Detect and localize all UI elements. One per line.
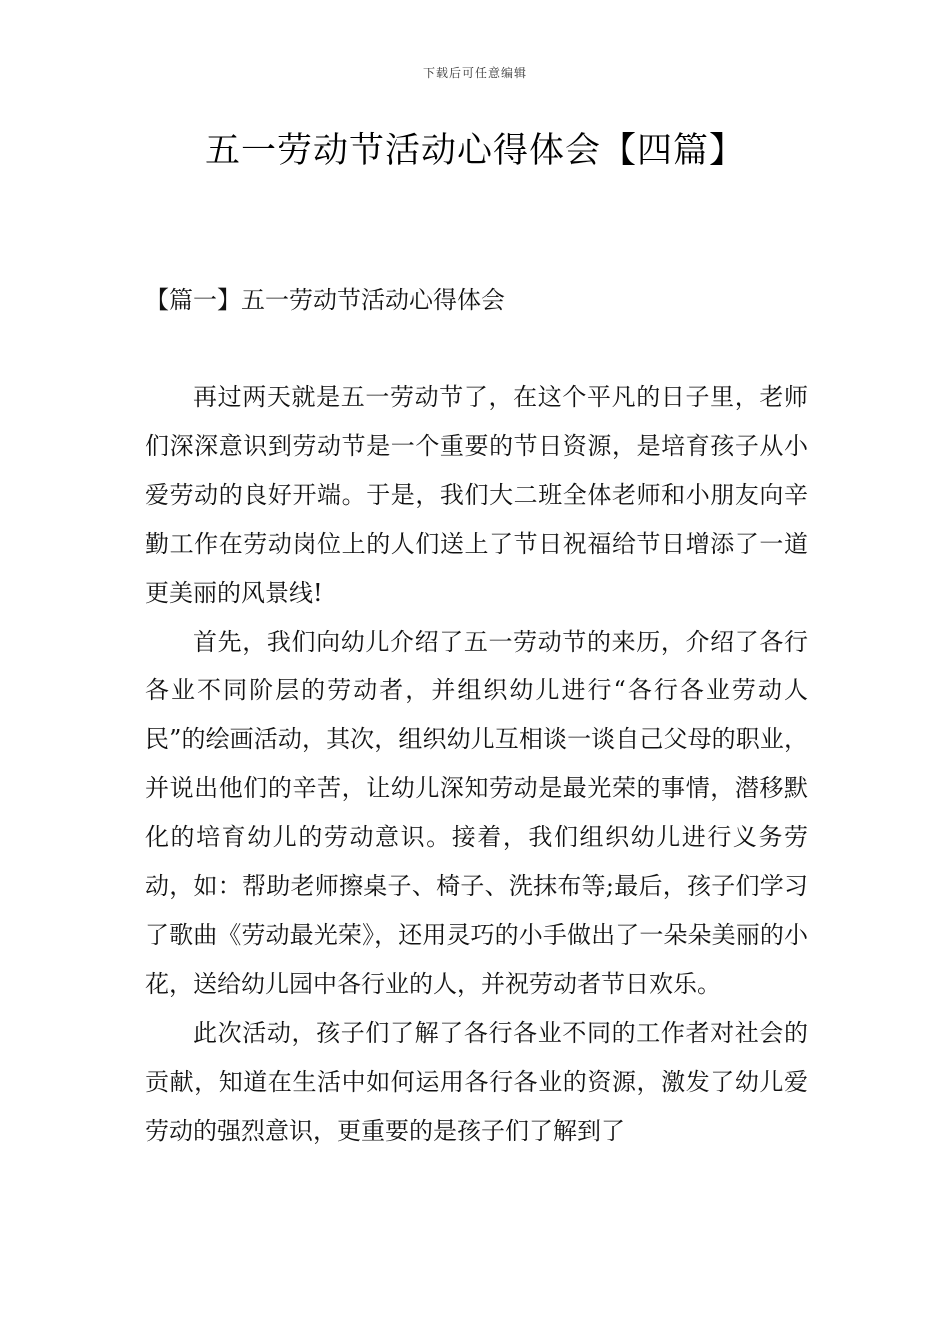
paragraph: 再过两天就是五一劳动节了，在这个平凡的日子里，老师们深深意识到劳动节是一个重要的节日资源，是培育孩子从小爱劳动的良好开端。于是，我们大二班全体老师和小朋友向辛勤工作在劳动岗位上的人们送上了节日祝福给节日增添了一道更美丽的风景线! — [145, 383, 808, 607]
paragraph: 此次活动，孩子们了解了各行各业不同的工作者对社会的贡献，知道在生活中如何运用各行各业的资源，激发了幼儿爱劳动的强烈意识，更重要的是孩子们了解到了 — [145, 1018, 808, 1145]
header-note: 下载后可任意编辑 — [422, 66, 527, 80]
document-title: 五一劳动节活动心得体会【四篇】 — [204, 131, 745, 171]
section-heading: 【篇一】五一劳动节活动心得体会 — [145, 286, 505, 314]
paragraph: 首先，我们向幼儿介绍了五一劳动节的来历，介绍了各行各业不同阶层的劳动者，并组织幼儿进行“各行各业劳动人民”的绘画活动，其次，组织幼儿互相谈一谈自己父母的职业，并说出他们的辛苦，让幼儿深知劳动是最光荣的事情，潜移默化的培育幼儿的劳动意识。接着，我们组织幼儿进行义务劳动，如：帮助老师擦桌子、椅子、洗抹布等;最后，孩子们学习了歌曲《劳动最光荣》，还用灵巧的小手做出了一朵朵美丽的小花，送给幼儿园中各行业的人，并祝劳动者节日欢乐。 — [145, 627, 808, 998]
body-text — [145, 373, 808, 1156]
